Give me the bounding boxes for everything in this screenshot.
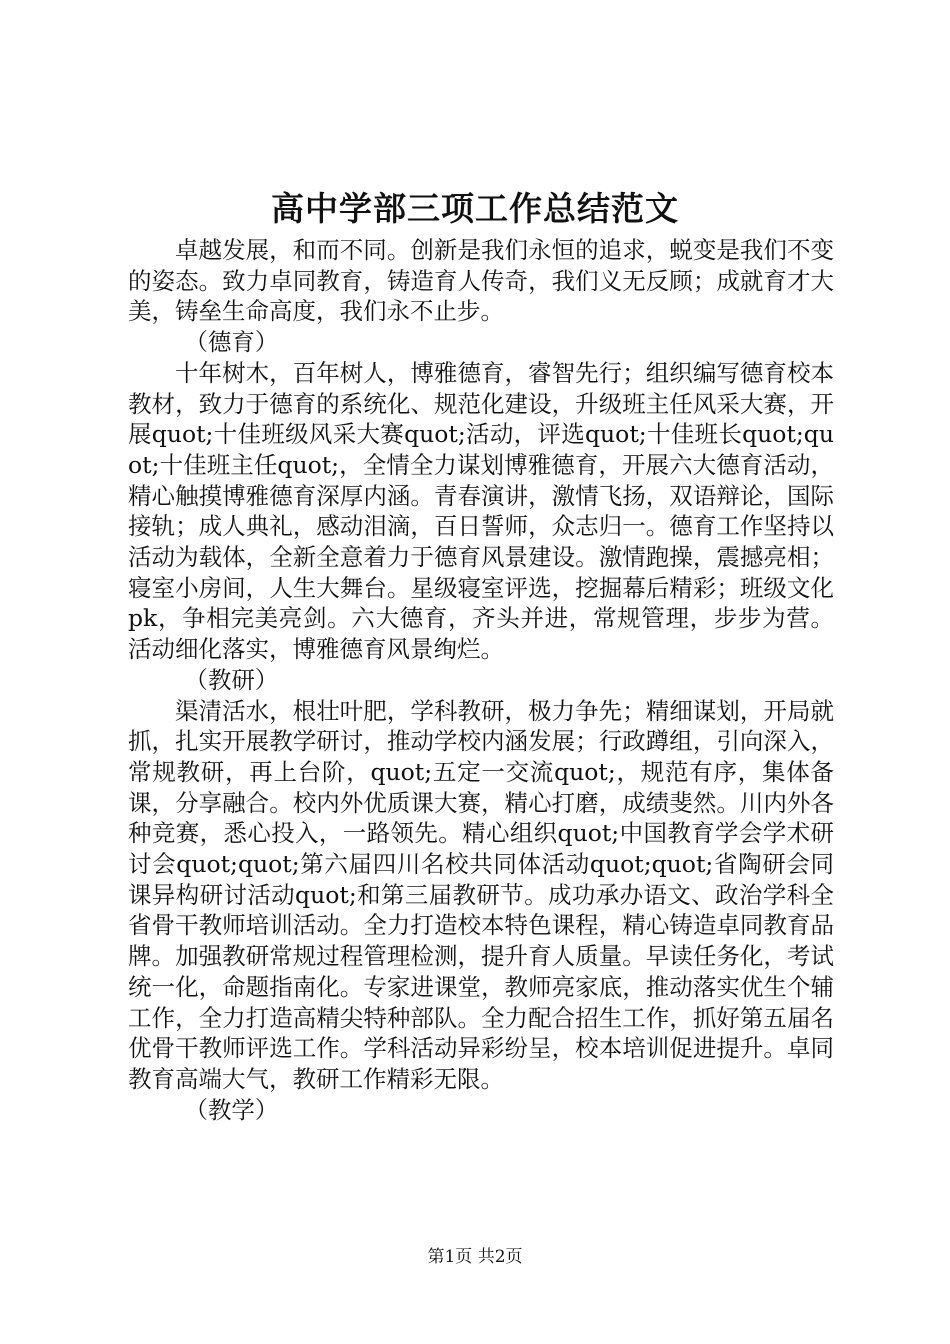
- section-paragraph-deyu: 十年树木，百年树人，博雅德育，睿智先行；组织编写德育校本教材，致力于德育的系统化、规范化建设，升级班主任风采大赛，开展quot;十佳班级风采大赛quot;活动，评选quot;十佳班长quot;quot;十佳班主任quot;，全情全力谋划博雅德育，开展六大德育活动，精心触摸博雅德育深厚内涵。青春演讲，激情飞扬，双语辩论，国际接轨；成人典礼，感动泪滴，百日誓师，众志归一。德育工作坚持以活动为载体，全新全意着力于德育风景建设。激情跑操，震撼亮相；寝室小房间，人生大舞台。星级寝室评选，挖掘幕后精彩；班级文化pk，争相完美亮剑。六大德育，齐头并进，常规管理，步步为营。活动细化落实，博雅德育风景绚烂。: [128, 358, 834, 664]
- section-heading-jiaoyan: （教研）: [184, 665, 279, 694]
- section-heading-deyu: （德育）: [184, 328, 279, 357]
- document-title: 高中学部三项工作总结范文: [271, 189, 679, 228]
- section-heading-jiaoxue: （教学）: [184, 1095, 279, 1124]
- section-paragraph-jiaoyan: 渠清活水，根壮叶肥，学科教研，极力争先；精细谋划，开局就抓，扎实开展教学研讨，推动学校内涵发展；行政蹲组，引向深入，常规教研，再上台阶，quot;五定一交流quot;，规范有序，集体备课，分享融合。校内外优质课大赛，精心打磨，成绩斐然。川内外各种竞赛，悉心投入，一路领先。精心组织quot;中国教育学会学术研讨会quot;quot;第六届四川名校共同体活动quot;quot;省陶研会同课异构研讨活动quot;和第三届教研节。成功承办语文、政治学科全省骨干教师培训活动。全力打造校本特色课程，精心铸造卓同教育品牌。加强教研常规过程管理检测，提升育人质量。早读任务化，考试统一化，命题指南化。专家进课堂，教师亮家底，推动落实优生个辅工作，全力打造高精尖特种部队。全力配合招生工作，抓好第五届名优骨干教师评选工作。学科活动异彩纷呈，校本培训促进提升。卓同教育高端大气，教研工作精彩无限。: [128, 696, 834, 1093]
- intro-paragraph: 卓越发展，和而不同。创新是我们永恒的追求，蜕变是我们不变的姿态。致力卓同教育，铸造育人传奇，我们义无反顾；成就育才大美，铸垒生命高度，我们永不止步。: [128, 236, 834, 326]
- page-number-footer: 第1页 共2页: [427, 1247, 523, 1267]
- document-body: [128, 235, 834, 1125]
